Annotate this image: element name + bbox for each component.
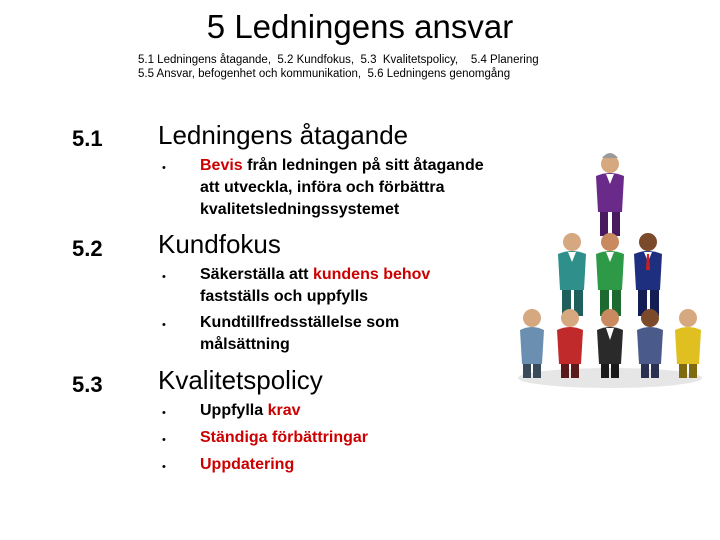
- subtitle-line-1: 5.1 Ledningens åtagande, 5.2 Kundfokus, 5.3 Kvalitetspolicy, 5.4 Planering: [138, 54, 539, 66]
- bullet-text: Kundtillfredsställelse som målsättning: [200, 314, 400, 353]
- section-heading: Ledningens åtagande: [158, 120, 409, 150]
- subtitle-line-2: 5.5 Ansvar, befogenhet och kommunikation, 5.6 Ledningens genomgång: [138, 68, 511, 80]
- bullet-dot: •: [162, 407, 166, 419]
- section-number: 5.2: [72, 236, 103, 261]
- bullet-dot: •: [162, 271, 166, 283]
- section-heading: Kundfokus: [158, 229, 281, 259]
- bullet-dot: •: [162, 434, 166, 446]
- people-pyramid-icon: [510, 150, 710, 390]
- bullet-highlight: kundens behov: [312, 266, 431, 283]
- bullet-dot: •: [162, 319, 166, 331]
- bullet-text: Bevis från ledningen på sitt åtagande att utveckla, införa och förbättra kvalitetsledningssystemet: [200, 157, 484, 218]
- section-number: 5.1: [72, 126, 103, 151]
- bullet-text: Uppdatering: [200, 456, 295, 473]
- slide-title: 5 Ledningens ansvar: [206, 8, 514, 45]
- bullet-text: Säkerställa att kundens behov fastställs och uppfylls: [200, 266, 431, 305]
- bullet-highlight: krav: [267, 402, 301, 419]
- bullet-text: Ständiga förbättringar: [200, 429, 369, 446]
- bullet-dot: •: [162, 461, 166, 473]
- bullet-highlight: Bevis: [200, 157, 243, 174]
- section-heading: Kvalitetspolicy: [158, 365, 323, 395]
- bullet-dot: •: [162, 162, 166, 174]
- section-number: 5.3: [72, 372, 103, 397]
- bullet-text: Uppfylla krav: [200, 402, 301, 419]
